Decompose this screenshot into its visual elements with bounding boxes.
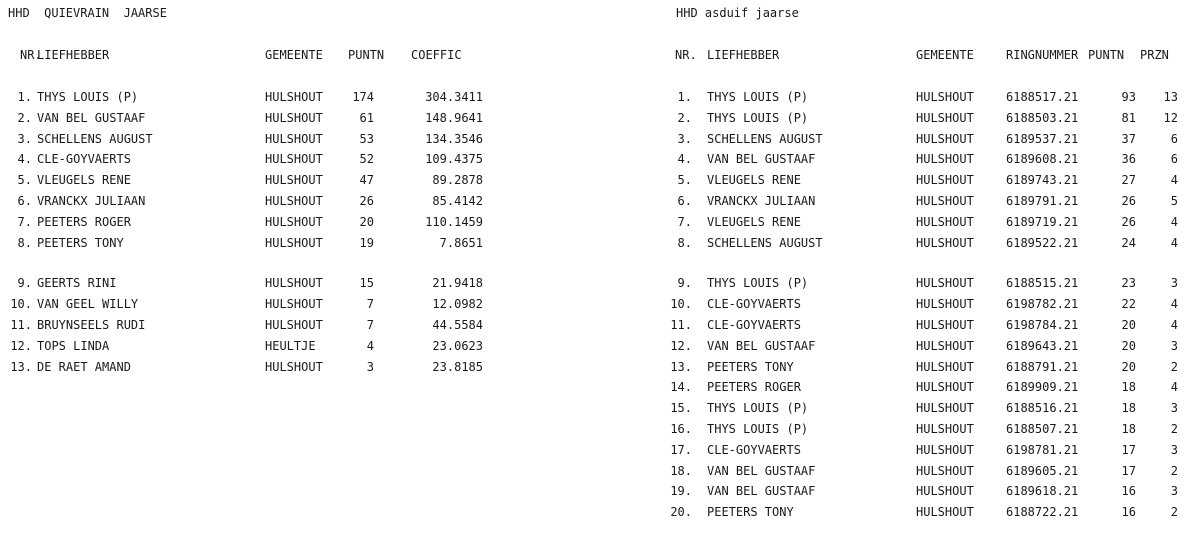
fancier-name-cell: PEETERS TONY <box>707 505 794 520</box>
points-cell: 7 <box>366 297 374 312</box>
fancier-name-cell: PEETERS ROGER <box>37 214 131 229</box>
points-cell: 93 <box>1121 90 1136 104</box>
table-row <box>660 212 1200 233</box>
municipality-cell: HULSHOUT <box>916 152 974 167</box>
municipality-cell: HULSHOUT <box>916 359 974 374</box>
table-row <box>660 502 1200 523</box>
table-row <box>660 377 1200 398</box>
points-cell: 20 <box>1121 318 1136 332</box>
points-cell: 53 <box>359 131 374 146</box>
table-row <box>0 212 640 233</box>
points-cell: 19 <box>359 235 374 250</box>
table-row <box>660 87 1200 108</box>
table-row <box>0 191 640 212</box>
table-row <box>0 336 640 357</box>
right-header-row <box>660 45 1200 66</box>
coefficient-cell: 44.5584 <box>432 318 483 332</box>
rank-cell: 2. <box>17 110 32 125</box>
ring-number-cell: 6189719.21 <box>1006 214 1079 229</box>
municipality-cell: HULSHOUT <box>916 297 974 312</box>
prizes-cell: 3 <box>1170 401 1178 416</box>
coefficient-cell: 85.4142 <box>432 194 483 208</box>
points-cell: 17 <box>1121 442 1136 457</box>
prizes-cell: 3 <box>1170 338 1178 353</box>
municipality-cell: HULSHOUT <box>265 235 323 250</box>
table-row <box>0 294 640 315</box>
points-cell: 18 <box>1121 380 1136 395</box>
fancier-name-cell: THYS LOUIS (P) <box>707 422 809 436</box>
points-cell: 7 <box>366 318 374 332</box>
coefficient-cell: 89.2878 <box>432 173 483 188</box>
points-cell: 15 <box>359 276 374 291</box>
municipality-cell: HULSHOUT <box>265 318 323 332</box>
points-cell: 61 <box>359 110 374 125</box>
fancier-name-cell: VLEUGELS RENE <box>707 173 801 188</box>
rank-cell: 2. <box>677 110 692 125</box>
fancier-name-cell: VAN GEEL WILLY <box>37 297 139 312</box>
municipality-cell: HULSHOUT <box>916 318 974 332</box>
municipality-cell: HULSHOUT <box>916 380 974 395</box>
left-header-row <box>0 45 640 66</box>
header-liefhebber: LIEFHEBBER <box>707 48 780 62</box>
header-gemeente: GEMEENTE <box>265 48 323 62</box>
prizes-cell: 12 <box>1163 110 1178 125</box>
points-cell: 52 <box>359 152 374 167</box>
prizes-cell: 4 <box>1170 297 1178 312</box>
points-cell: 36 <box>1121 152 1136 167</box>
points-cell: 26 <box>359 194 374 208</box>
fancier-name-cell: THYS LOUIS (P) <box>707 90 809 104</box>
rank-cell: 4. <box>17 152 32 167</box>
left-panel-title: HHD QUIEVRAIN JAARSE <box>8 6 167 20</box>
rank-cell: 1. <box>677 90 692 104</box>
ring-number-cell: 6189743.21 <box>1006 173 1079 188</box>
rank-cell: 6. <box>677 194 692 208</box>
municipality-cell: HULSHOUT <box>916 131 974 146</box>
prizes-cell: 2 <box>1170 463 1178 478</box>
rank-cell: 5. <box>677 173 692 188</box>
municipality-cell: HULSHOUT <box>916 401 974 416</box>
points-cell: 26 <box>1121 214 1136 229</box>
points-cell: 17 <box>1121 463 1136 478</box>
prizes-cell: 2 <box>1170 422 1178 436</box>
table-row <box>660 233 1200 254</box>
prizes-cell: 4 <box>1170 380 1178 395</box>
municipality-cell: HULSHOUT <box>265 110 323 125</box>
fancier-name-cell: CLE-GOYVAERTS <box>707 442 801 457</box>
municipality-cell: HULSHOUT <box>265 214 323 229</box>
fancier-name-cell: VAN BEL GUSTAAF <box>707 152 816 167</box>
table-row <box>0 273 640 294</box>
right-panel-title: HHD asduif jaarse <box>676 6 799 20</box>
rank-cell: 20. <box>670 505 692 520</box>
ring-number-cell: 6189608.21 <box>1006 152 1079 167</box>
municipality-cell: HULSHOUT <box>265 90 323 104</box>
municipality-cell: HULSHOUT <box>916 90 974 104</box>
ring-number-cell: 6189522.21 <box>1006 235 1079 250</box>
rank-cell: 7. <box>677 214 692 229</box>
ring-number-cell: 6189605.21 <box>1006 463 1079 478</box>
rank-cell: 6. <box>17 194 32 208</box>
municipality-cell: HULSHOUT <box>265 131 323 146</box>
rank-cell: 14. <box>670 380 692 395</box>
rank-cell: 17. <box>670 442 692 457</box>
table-row <box>660 170 1200 191</box>
fancier-name-cell: CLE-GOYVAERTS <box>707 297 801 312</box>
ring-number-cell: 6189643.21 <box>1006 338 1079 353</box>
points-cell: 24 <box>1121 235 1136 250</box>
coefficient-cell: 7.8651 <box>439 235 483 250</box>
rank-cell: 3. <box>17 131 32 146</box>
points-cell: 37 <box>1121 131 1136 146</box>
municipality-cell: HULSHOUT <box>916 235 974 250</box>
rank-cell: 7. <box>17 214 32 229</box>
rank-cell: 5. <box>17 173 32 188</box>
points-cell: 27 <box>1121 173 1136 188</box>
coefficient-cell: 21.9418 <box>432 276 483 291</box>
fancier-name-cell: SCHELLENS AUGUST <box>707 131 823 146</box>
prizes-cell: 3 <box>1170 484 1178 499</box>
prizes-cell: 4 <box>1170 214 1178 229</box>
municipality-cell: HULSHOUT <box>916 276 974 291</box>
prizes-cell: 3 <box>1170 276 1178 291</box>
municipality-cell: HULSHOUT <box>916 463 974 478</box>
fancier-name-cell: DE RAET AMAND <box>37 359 131 374</box>
table-row <box>660 357 1200 378</box>
table-row <box>660 273 1200 294</box>
rank-cell: 13. <box>10 359 32 374</box>
municipality-cell: HULSHOUT <box>916 338 974 353</box>
fancier-name-cell: CLE-GOYVAERTS <box>37 152 131 167</box>
ring-number-cell: 6189909.21 <box>1006 380 1079 395</box>
rank-cell: 8. <box>17 235 32 250</box>
municipality-cell: HULSHOUT <box>265 359 323 374</box>
rank-cell: 1. <box>17 90 32 104</box>
table-row <box>0 129 640 150</box>
municipality-cell: HULSHOUT <box>916 505 974 520</box>
municipality-cell: HULSHOUT <box>265 173 323 188</box>
fancier-name-cell: SCHELLENS AUGUST <box>707 235 823 250</box>
table-row <box>0 315 640 336</box>
rank-cell: 12. <box>10 338 32 353</box>
municipality-cell: HULSHOUT <box>916 422 974 436</box>
fancier-name-cell: VAN BEL GUSTAAF <box>707 484 816 499</box>
rank-cell: 9. <box>677 276 692 291</box>
points-cell: 3 <box>366 359 374 374</box>
header-coeffic: COEFFIC <box>411 48 462 62</box>
ring-number-cell: 6188517.21 <box>1006 90 1079 104</box>
fancier-name-cell: GEERTS RINI <box>37 276 117 291</box>
municipality-cell: HULSHOUT <box>265 152 323 167</box>
fancier-name-cell: CLE-GOYVAERTS <box>707 318 801 332</box>
coefficient-cell: 110.1459 <box>425 214 483 229</box>
fancier-name-cell: TOPS LINDA <box>37 338 110 353</box>
coefficient-cell: 304.3411 <box>425 90 483 104</box>
points-cell: 4 <box>366 338 374 353</box>
rank-cell: 11. <box>670 318 692 332</box>
fancier-name-cell: VAN BEL GUSTAAF <box>37 110 146 125</box>
municipality-cell: HULSHOUT <box>916 442 974 457</box>
fancier-name-cell: VLEUGELS RENE <box>37 173 131 188</box>
municipality-cell: HULSHOUT <box>265 276 323 291</box>
municipality-cell: HULSHOUT <box>916 110 974 125</box>
prizes-cell: 4 <box>1170 318 1178 332</box>
ring-number-cell: 6188503.21 <box>1006 110 1079 125</box>
table-row <box>660 129 1200 150</box>
rank-cell: 8. <box>677 235 692 250</box>
municipality-cell: HEULTJE <box>265 338 316 353</box>
table-row <box>660 481 1200 502</box>
table-row <box>0 149 640 170</box>
table-row <box>660 294 1200 315</box>
rank-cell: 13. <box>670 359 692 374</box>
fancier-name-cell: SCHELLENS AUGUST <box>37 131 153 146</box>
prizes-cell: 4 <box>1170 173 1178 188</box>
table-row <box>660 419 1200 440</box>
table-row <box>660 108 1200 129</box>
prizes-cell: 13 <box>1163 90 1178 104</box>
prizes-cell: 2 <box>1170 505 1178 520</box>
coefficient-cell: 23.8185 <box>432 359 483 374</box>
coefficient-cell: 134.3546 <box>425 131 483 146</box>
ring-number-cell: 6189791.21 <box>1006 194 1079 208</box>
rank-cell: 15. <box>670 401 692 416</box>
points-cell: 20 <box>1121 338 1136 353</box>
table-row <box>660 149 1200 170</box>
header-gemeente: GEMEENTE <box>916 48 974 62</box>
table-row <box>0 170 640 191</box>
table-row <box>0 108 640 129</box>
table-row <box>660 461 1200 482</box>
points-cell: 20 <box>359 214 374 229</box>
points-cell: 18 <box>1121 401 1136 416</box>
rank-cell: 11. <box>10 318 32 332</box>
fancier-name-cell: THYS LOUIS (P) <box>37 90 139 104</box>
rank-cell: 10. <box>670 297 692 312</box>
fancier-name-cell: VAN BEL GUSTAAF <box>707 338 816 353</box>
prizes-cell: 3 <box>1170 442 1178 457</box>
fancier-name-cell: VAN BEL GUSTAAF <box>707 463 816 478</box>
coefficient-cell: 23.0623 <box>432 338 483 353</box>
ring-number-cell: 6188507.21 <box>1006 422 1079 436</box>
fancier-name-cell: THYS LOUIS (P) <box>707 110 809 125</box>
prizes-cell: 4 <box>1170 235 1178 250</box>
prizes-cell: 6 <box>1170 131 1178 146</box>
points-cell: 16 <box>1121 484 1136 499</box>
coefficient-cell: 109.4375 <box>425 152 483 167</box>
table-row <box>660 336 1200 357</box>
rank-cell: 3. <box>677 131 692 146</box>
rank-cell: 19. <box>670 484 692 499</box>
rank-cell: 10. <box>10 297 32 312</box>
fancier-name-cell: BRUYNSEELS RUDI <box>37 318 146 332</box>
table-row <box>0 357 640 378</box>
fancier-name-cell: VRANCKX JULIAAN <box>37 194 146 208</box>
fancier-name-cell: VLEUGELS RENE <box>707 214 801 229</box>
table-row <box>0 233 640 254</box>
header-puntn: PUNTN <box>348 48 385 62</box>
prizes-cell: 5 <box>1170 194 1178 208</box>
points-cell: 18 <box>1121 422 1136 436</box>
points-cell: 174 <box>352 90 374 104</box>
ring-number-cell: 6189537.21 <box>1006 131 1079 146</box>
rank-cell: 9. <box>17 276 32 291</box>
ring-number-cell: 6188515.21 <box>1006 276 1079 291</box>
fancier-name-cell: PEETERS TONY <box>37 235 124 250</box>
points-cell: 23 <box>1121 276 1136 291</box>
points-cell: 20 <box>1121 359 1136 374</box>
header-przn: PRZN <box>1140 48 1169 62</box>
rank-cell: 16. <box>670 422 692 436</box>
municipality-cell: HULSHOUT <box>916 214 974 229</box>
ring-number-cell: 6188791.21 <box>1006 359 1079 374</box>
ring-number-cell: 6188516.21 <box>1006 401 1079 416</box>
prizes-cell: 2 <box>1170 359 1178 374</box>
rank-cell: 12. <box>670 338 692 353</box>
ring-number-cell: 6198784.21 <box>1006 318 1079 332</box>
prizes-cell: 6 <box>1170 152 1178 167</box>
municipality-cell: HULSHOUT <box>265 194 323 208</box>
points-cell: 26 <box>1121 194 1136 208</box>
municipality-cell: HULSHOUT <box>265 297 323 312</box>
points-cell: 47 <box>359 173 374 188</box>
ring-number-cell: 6198782.21 <box>1006 297 1079 312</box>
table-row <box>0 87 640 108</box>
points-cell: 22 <box>1121 297 1136 312</box>
municipality-cell: HULSHOUT <box>916 484 974 499</box>
header-puntn: PUNTN <box>1088 48 1125 62</box>
points-cell: 16 <box>1121 505 1136 520</box>
rank-cell: 18. <box>670 463 692 478</box>
ring-number-cell: 6188722.21 <box>1006 505 1079 520</box>
table-row <box>660 191 1200 212</box>
header-nr: NR. <box>20 48 42 62</box>
header-nr: NR. <box>675 48 697 62</box>
municipality-cell: HULSHOUT <box>916 173 974 188</box>
ring-number-cell: 6189618.21 <box>1006 484 1079 499</box>
fancier-name-cell: PEETERS ROGER <box>707 380 801 395</box>
table-row <box>660 315 1200 336</box>
fancier-name-cell: PEETERS TONY <box>707 359 794 374</box>
header-ringnummer: RINGNUMMER <box>1006 48 1079 62</box>
table-row <box>660 398 1200 419</box>
fancier-name-cell: THYS LOUIS (P) <box>707 401 809 416</box>
fancier-name-cell: THYS LOUIS (P) <box>707 276 809 291</box>
header-liefhebber: LIEFHEBBER <box>37 48 110 62</box>
coefficient-cell: 12.0982 <box>432 297 483 312</box>
coefficient-cell: 148.9641 <box>425 110 483 125</box>
table-row <box>660 440 1200 461</box>
fancier-name-cell: VRANCKX JULIAAN <box>707 194 816 208</box>
municipality-cell: HULSHOUT <box>916 194 974 208</box>
points-cell: 81 <box>1121 110 1136 125</box>
rank-cell: 4. <box>677 152 692 167</box>
ring-number-cell: 6198781.21 <box>1006 442 1079 457</box>
